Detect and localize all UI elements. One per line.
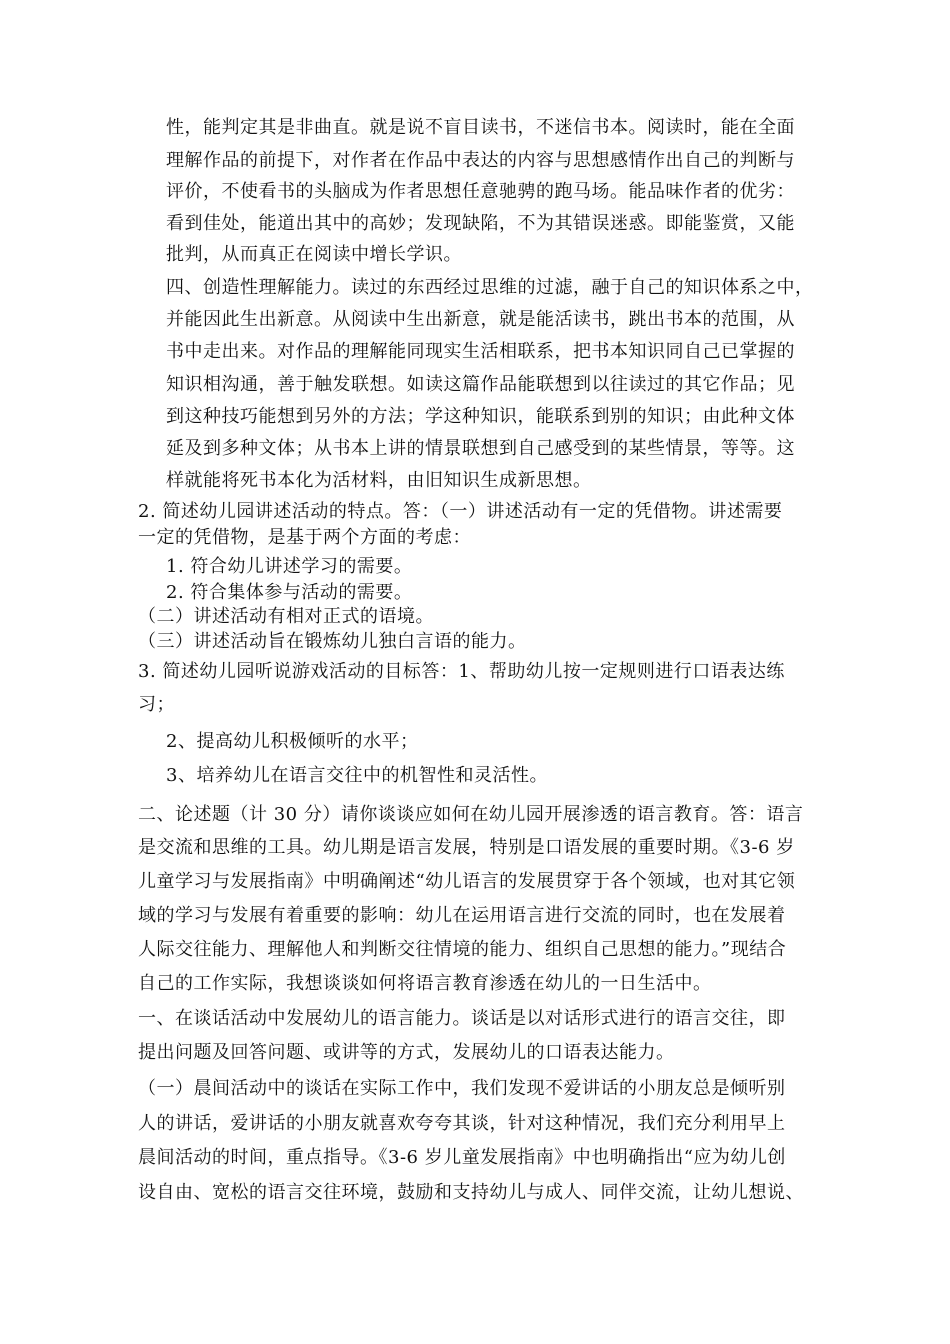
text-line: 评价，不使看书的头脑成为作者思想任意驰骋的跑马场。能品味作者的优劣： bbox=[166, 181, 795, 202]
list-item: 3、培养幼儿在语言交往中的机智性和灵活性。 bbox=[166, 765, 548, 786]
subsection-heading: （一）晨间活动中的谈话在实际工作中，我们发现不爱讲话的小朋友总是倾听别 bbox=[138, 1078, 786, 1099]
text-line: 人的讲话，爱讲话的小朋友就喜欢夸夸其谈，针对这种情况，我们充分利用早上 bbox=[138, 1113, 786, 1134]
text-line: 批判，从而真正在阅读中增长学识。 bbox=[166, 244, 462, 265]
question-heading: 3. 简述幼儿园听说游戏活动的目标答：1、帮助幼儿按一定规则进行口语表达练 bbox=[138, 661, 785, 682]
text-line: 人际交往能力、理解他人和判断交往情境的能力、组织自己思想的能力。”现结合 bbox=[138, 939, 787, 960]
text-line: 一定的凭借物，是基于两个方面的考虑： bbox=[138, 527, 471, 548]
list-item: （二）讲述活动有相对正式的语境。 bbox=[138, 606, 434, 627]
list-item: （三）讲述活动旨在锻炼幼儿独白言语的能力。 bbox=[138, 631, 527, 652]
text-line: 自己的工作实际，我想谈谈如何将语言教育渗透在幼儿的一日生活中。 bbox=[138, 973, 712, 994]
text-line: 看到佳处，能道出其中的高妙；发现缺陷，不为其错误迷惑。即能鉴赏，又能 bbox=[166, 213, 795, 234]
text-line: 域的学习与发展有着重要的影响：幼儿在运用语言进行交流的同时，也在发展着 bbox=[138, 905, 786, 926]
list-item: 2. 符合集体参与活动的需要。 bbox=[166, 582, 413, 603]
text-line: 习； bbox=[138, 694, 175, 715]
text-line: 样就能将死书本化为活材料，由旧知识生成新思想。 bbox=[166, 470, 592, 491]
question-heading: 2. 简述幼儿园讲述活动的特点。答：（一）讲述活动有一定的凭借物。讲述需要 bbox=[138, 501, 783, 522]
text-line: 性，能判定其是非曲直。就是说不盲目读书，不迷信书本。阅读时，能在全面 bbox=[166, 117, 795, 138]
text-line: 晨间活动的时间，重点指导。《3-6 岁儿童发展指南》中也明确指出“应为幼儿创 bbox=[138, 1147, 786, 1168]
text-line: 儿童学习与发展指南》中明确阐述“幼儿语言的发展贯穿于各个领域，也对其它领 bbox=[138, 871, 796, 892]
list-item: 1. 符合幼儿讲述学习的需要。 bbox=[166, 556, 413, 577]
text-line: 设自由、宽松的语言交往环境，鼓励和支持幼儿与成人、同伴交流，让幼儿想说、 bbox=[138, 1182, 804, 1203]
text-line: 书中走出来。对作品的理解能同现实生活相联系，把书本知识同自己已掌握的 bbox=[166, 341, 795, 362]
text-line: 是交流和思维的工具。幼儿期是语言发展，特别是口语发展的重要时期。《3-6 岁 bbox=[138, 837, 795, 858]
section-heading: 一、在谈话活动中发展幼儿的语言能力。谈话是以对话形式进行的语言交往，即 bbox=[138, 1008, 786, 1029]
list-item: 2、提高幼儿积极倾听的水平； bbox=[166, 731, 419, 752]
section-heading: 四、创造性理解能力。读过的东西经过思维的过滤，融于自己的知识体系之中， bbox=[166, 277, 814, 298]
text-line: 知识相沟通，善于触发联想。如读这篇作品能联想到以往读过的其它作品；见 bbox=[166, 374, 795, 395]
text-line: 理解作品的前提下，对作者在作品中表达的内容与思想感情作出自己的判断与 bbox=[166, 150, 795, 171]
text-line: 并能因此生出新意。从阅读中生出新意，就是能活读书，跳出书本的范围，从 bbox=[166, 309, 795, 330]
section-heading: 二、论述题（计 30 分）请你谈谈应如何在幼儿园开展渗透的语言教育。答：语言 bbox=[138, 804, 804, 825]
text-line: 提出问题及回答问题、或讲等的方式，发展幼儿的口语表达能力。 bbox=[138, 1042, 675, 1063]
text-line: 到这种技巧能想到另外的方法；学这种知识，能联系到别的知识；由此种文体 bbox=[166, 406, 795, 427]
text-line: 延及到多种文体；从书本上讲的情景联想到自己感受到的某些情景，等等。这 bbox=[166, 438, 795, 459]
